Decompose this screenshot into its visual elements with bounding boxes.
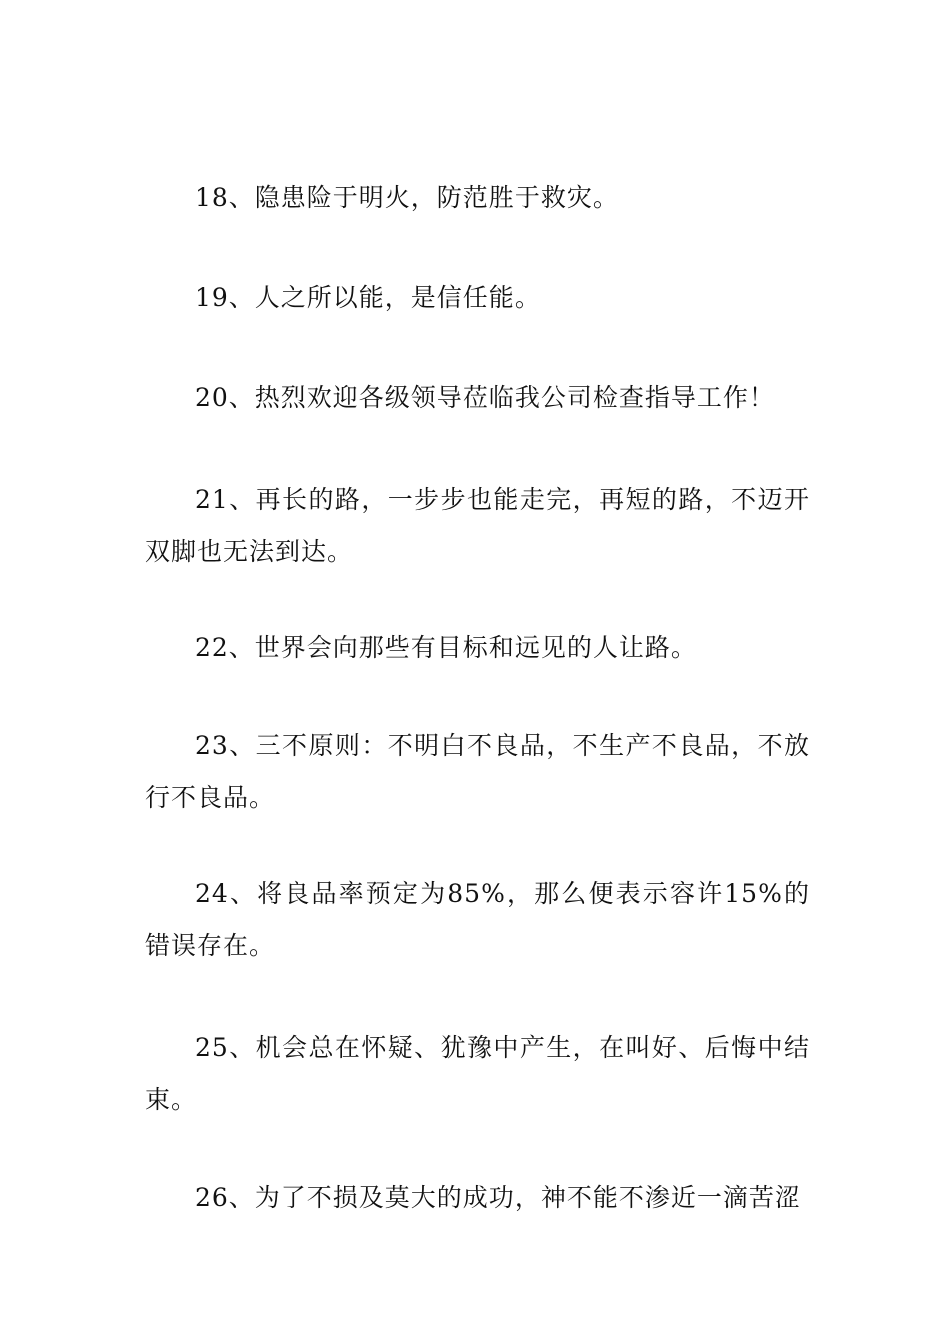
paragraph-item-25: 25、机会总在怀疑、犹豫中产生，在叫好、后悔中结束。 — [145, 1033, 810, 1114]
paragraph-item-18: 18、隐患险于明火，防范胜于救灾。 — [195, 183, 619, 212]
paragraph-item-21: 21、再长的路，一步步也能走完，再短的路，不迈开双脚也无法到达。 — [145, 485, 810, 566]
paragraph-item-26: 26、为了不损及莫大的成功，神不能不渗近一滴苦涩 — [195, 1183, 801, 1212]
paragraph-item-22: 22、世界会向那些有目标和远见的人让路。 — [195, 633, 697, 662]
paragraph-item-24: 24、将良品率预定为85%，那么便表示容许15%的错误存在。 — [145, 879, 810, 960]
paragraph-item-20: 20、热烈欢迎各级领导莅临我公司检查指导工作！ — [195, 383, 775, 412]
paragraph-item-19: 19、人之所以能，是信任能。 — [195, 283, 541, 312]
paragraph-item-23: 23、三不原则：不明白不良品，不生产不良品，不放行不良品。 — [145, 731, 810, 812]
